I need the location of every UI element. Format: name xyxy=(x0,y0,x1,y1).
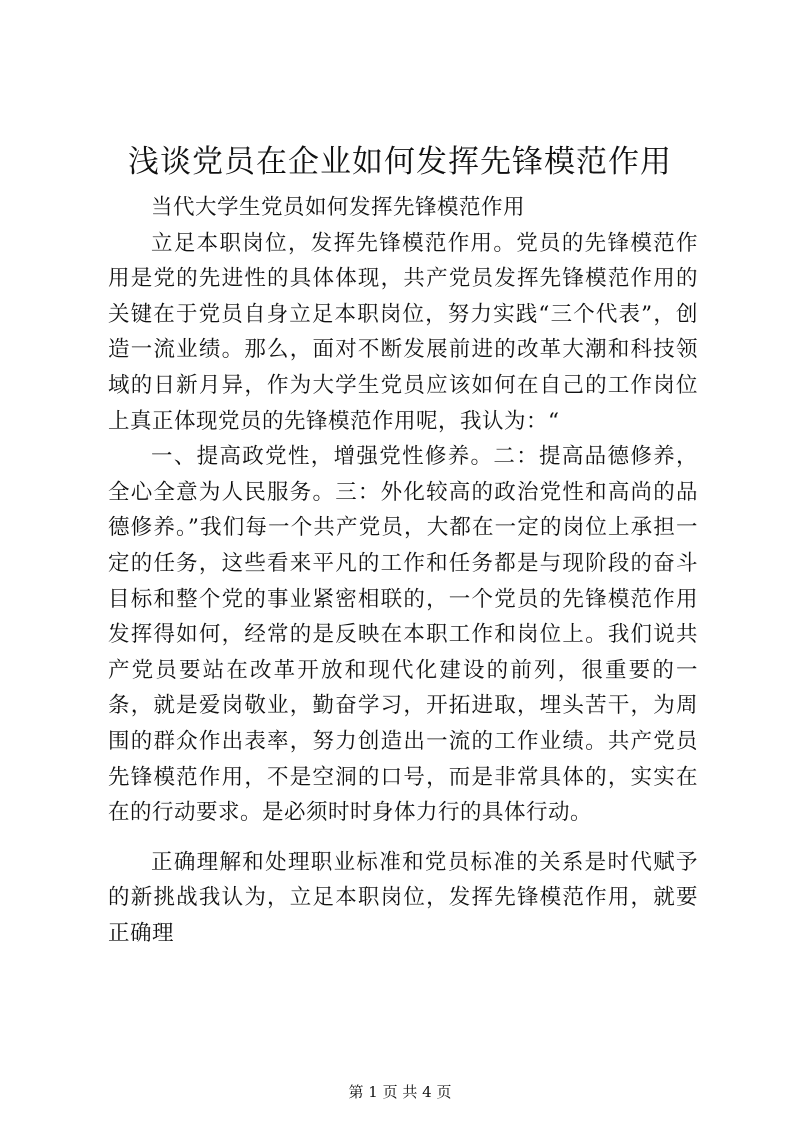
document-body xyxy=(108,190,698,951)
paragraph-gap xyxy=(108,831,698,845)
paragraph-standards: 正确理解和处理职业标准和党员标准的关系是时代赋予的新挑战我认为，立足本职岗位，发挥先锋模范作用，就要正确理 xyxy=(108,849,698,946)
paragraph-intro: 立足本职岗位，发挥先锋模范作用。党员的先锋模范作用是党的先进性的具体体现，共产党员发挥先锋模范作用的关键在于党员自身立足本职岗位，努力实践“三个代表”，创造一流业绩。那么，面对不断发展前进的改革大潮和科技领域的日新月异，作为大学生党员应该如何在自己的工作岗位上真正体现党员的先锋模范作用呢，我认为：“ xyxy=(108,230,698,434)
paragraph-subtitle: 当代大学生党员如何发挥先锋模范作用 xyxy=(151,195,526,220)
document-title: 浅谈党员在企业如何发挥先锋模范作用 xyxy=(128,144,672,180)
page-number-footer: 第 1 页 共 4 页 xyxy=(348,1083,452,1101)
paragraph-points: 一、提高政党性，增强党性修养。二：提高品德修养，全心全意为人民服务。三：外化较高的政治党性和高尚的品德修养。”我们每一个共产党员，大都在一定的岗位上承担一定的任务，这些看来平凡的工作和任务都是与现阶段的奋斗目标和整个党的事业紧密相联的，一个党员的先锋模范作用发挥得如何，经常的是反映在本职工作和岗位上。我们说共产党员要站在改革开放和现代化建设的前列，很重要的一条，就是爱岗敬业，勤奋学习，开拓进取，埋头苦干，为周围的群众作出表率，努力创造出一流的工作业绩。共产党员先锋模范作用，不是空洞的口号，而是非常具体的，实实在在的行动要求。是必须时时身体力行的具体行动。 xyxy=(108,444,698,826)
